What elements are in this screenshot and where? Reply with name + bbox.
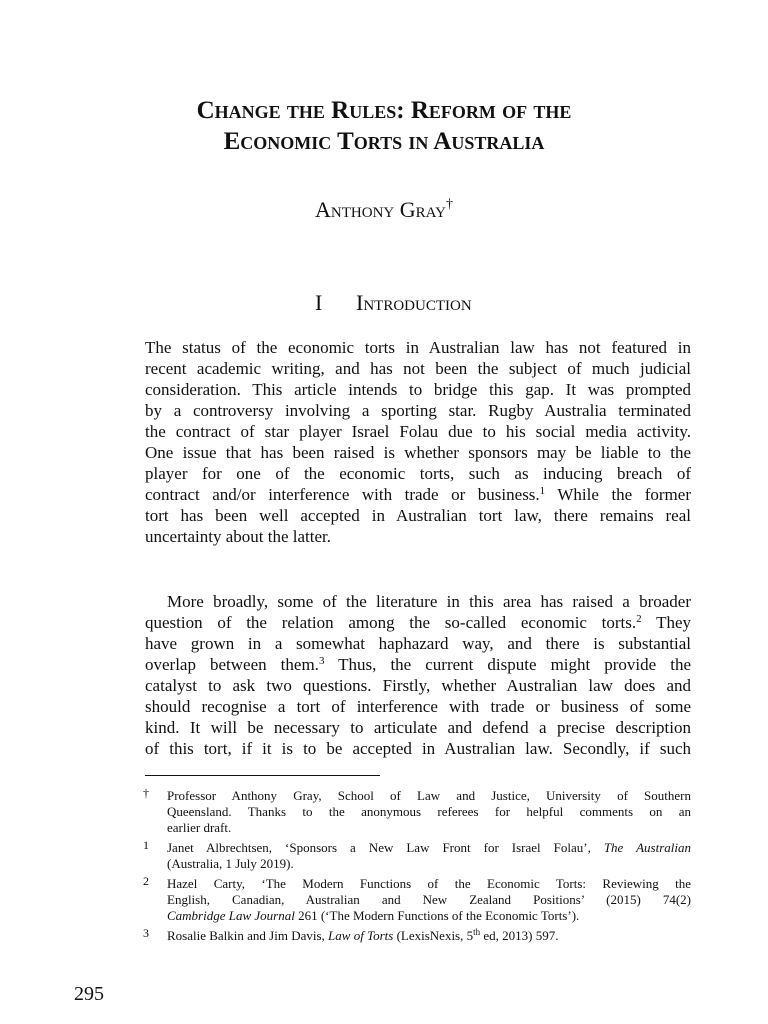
article-title-line-2: Economic Torts in Australia	[223, 128, 545, 155]
text-run: While the former	[545, 485, 691, 504]
section-number: I	[315, 290, 323, 315]
publication-title: Cambridge Law Journal	[167, 908, 295, 923]
footnote-line: (Australia, 1 July 2019).	[167, 856, 294, 871]
paragraph-1-line: by a controversy involving a sporting star. Rugby Australia terminated	[145, 401, 691, 420]
paragraph-2-line: kind. It will be necessary to articulate and defend a precise description	[145, 718, 691, 737]
author-name: Anthony Gray	[315, 197, 446, 222]
footnote-line: Professor Anthony Gray, School of Law and Justice, University of Southern	[167, 788, 691, 803]
paragraph-2-line: have grown in a somewhat haphazard way, and there is substantial	[145, 634, 691, 653]
footnote-ref-2: 2	[636, 613, 642, 625]
article-title-line-1: Change the Rules: Reform of the	[196, 97, 572, 124]
footnote-ref-1: 1	[539, 485, 546, 497]
author-byline	[0, 196, 768, 224]
section-heading: Introduction	[356, 290, 472, 315]
footnote-mark: †	[143, 786, 149, 800]
footnote-mark: 1	[143, 838, 149, 852]
paragraph-2-line: More broadly, some of the literature in this area has raised a broader	[167, 592, 691, 611]
footnote-ref-3: 3	[318, 655, 325, 667]
footnote-line: earlier draft.	[167, 820, 232, 835]
footnote-separator	[145, 775, 380, 776]
text-run: (LexisNexis, 5	[393, 928, 474, 943]
footnote-line	[167, 908, 691, 923]
paragraph-2-line: should recognise a tort of interference with trade or business of some	[145, 697, 691, 716]
paragraph-2-line	[145, 612, 691, 633]
paragraph-2-line	[145, 654, 691, 675]
paragraph-2-line: of this tort, if it is to be accepted in Australian law. Secondly, if such	[145, 739, 691, 758]
paragraph-1-line: tort has been well accepted in Australian tort law, there remains real	[145, 506, 691, 525]
text-run: question of the relation among the so-called economic torts.	[145, 613, 637, 632]
footnote-line: Hazel Carty, ‘The Modern Functions of the Economic Torts: Reviewing the	[167, 876, 691, 891]
paragraph-1-line: The status of the economic torts in Australian law has not featured in	[145, 338, 691, 357]
text-run: Janet Albrechtsen, ‘Sponsors a New Law Front for Israel Folau’,	[167, 840, 604, 855]
text-run: Thus, the current dispute might provide the	[324, 655, 692, 674]
footnote-line	[167, 928, 691, 943]
footnote-mark: 3	[143, 926, 149, 940]
page-number: 295	[74, 983, 104, 1005]
text-run: They	[641, 613, 691, 632]
text-run: ed, 2013) 597.	[480, 928, 559, 943]
paragraph-1-line: recent academic writing, and has not been the subject of much judicial	[145, 359, 691, 378]
footnote-line	[167, 840, 691, 855]
text-run: 261 (‘The Modern Functions of the Economic Torts’).	[294, 908, 580, 923]
paragraph-1-line: player for one of the economic torts, such as inducing breach of	[145, 464, 691, 483]
paragraph-1-line: the contract of star player Israel Folau due to his social media activity.	[145, 422, 691, 441]
publication-title: The Australian	[603, 840, 691, 855]
publication-title: Law of Torts	[328, 928, 394, 943]
paragraph-2-line: catalyst to ask two questions. Firstly, whether Australian law does and	[145, 676, 691, 695]
paragraph-1-line: consideration. This article intends to bridge this gap. It was prompted	[145, 380, 691, 399]
footnote-mark: 2	[143, 874, 149, 888]
author-footnote-mark: †	[445, 197, 453, 212]
text-run: Rosalie Balkin and Jim Davis,	[167, 928, 329, 943]
text-run: overlap between them.	[145, 655, 319, 674]
text-run: contract and/or interference with trade or business.	[145, 485, 540, 504]
footnote-line: English, Canadian, Australian and New Zealand Positions’ (2015) 74(2)	[167, 892, 691, 907]
footnote-line: Queensland. Thanks to the anonymous referees for helpful comments on an	[167, 804, 691, 819]
paragraph-1-line: One issue that has been raised is whether sponsors may be liable to the	[145, 443, 691, 462]
ordinal-suffix: th	[473, 927, 481, 937]
paragraph-1-line: uncertainty about the latter.	[145, 527, 331, 546]
paragraph-1-line	[145, 484, 691, 505]
